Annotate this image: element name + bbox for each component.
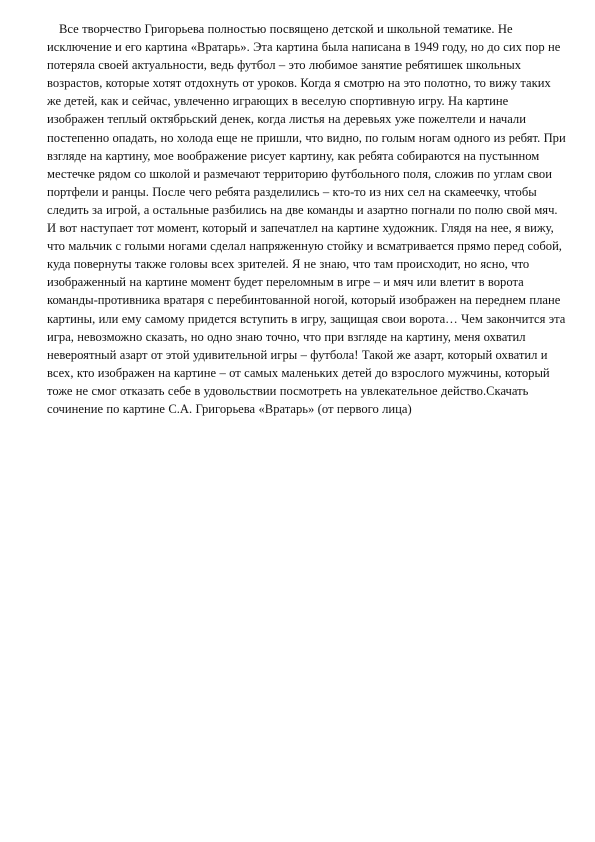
essay-paragraph: [47, 20, 567, 418]
essay-body-text: Все творчество Григорьева полностью посвящено детской и школьной тематике. Не исключение и его картина «Вратарь». Эта картина была написана в 1949 году, но до сих пор не потеряла своей актуальности, ведь футбол – это любимое занятие ребятишек школьных возрастов, которые хотят отдохнуть от уроков. Когда я смотрю на это полотно, то вижу таких же детей, как и сейчас, увлеченно играющих в веселую спортивную игру. На картине изображен теплый октябрьский денек, когда листья на деревьях уже пожелтели и начали постепенно опадать, но холода еще не пришли, что видно, по голым ногам одного из ребят. При взгляде на картину, мое воображение рисует картину, как ребята собираются на пустынном местечке рядом со школой и размечают территорию футбольного поля, сложив по углам свои портфели и ранцы. После чего ребята разделились – кто-то из них сел на скамеечку, чтобы следить за игрой, а остальные разбились на две команды и азартно погнали по полю свой мяч. И вот наступает тот момент, который и запечатлел на картине художник. Глядя на нее, я вижу, что мальчик с голыми ногами сделал напряженную стойку и всматривается прямо перед собой, куда повернуты также головы всех зрителей. Я не знаю, что там происходит, но ясно, что изображенный на картине момент будет переломным в игре – и мяч или влетит в ворота команды-противника вратаря с перебинтованной ногой, который изображен на переднем плане картины, или ему самому придется вступить в игру, защищая свои ворота… Чем закончится эта игра, невозможно сказать, но одно знаю точно, что при взгляде на картину, меня охватил невероятный азарт от этой удивительной игры – футбола! Такой же азарт, который охватил и всех, кто изображен на картине – от самых маленьких детей до взрослого мужчины, который тоже не смог отказать себе в удовольствии посмотреть на увлекательное действо.Скачать сочинение по картине С.А. Григорьева «Вратарь» (от первого лица): [47, 22, 566, 416]
